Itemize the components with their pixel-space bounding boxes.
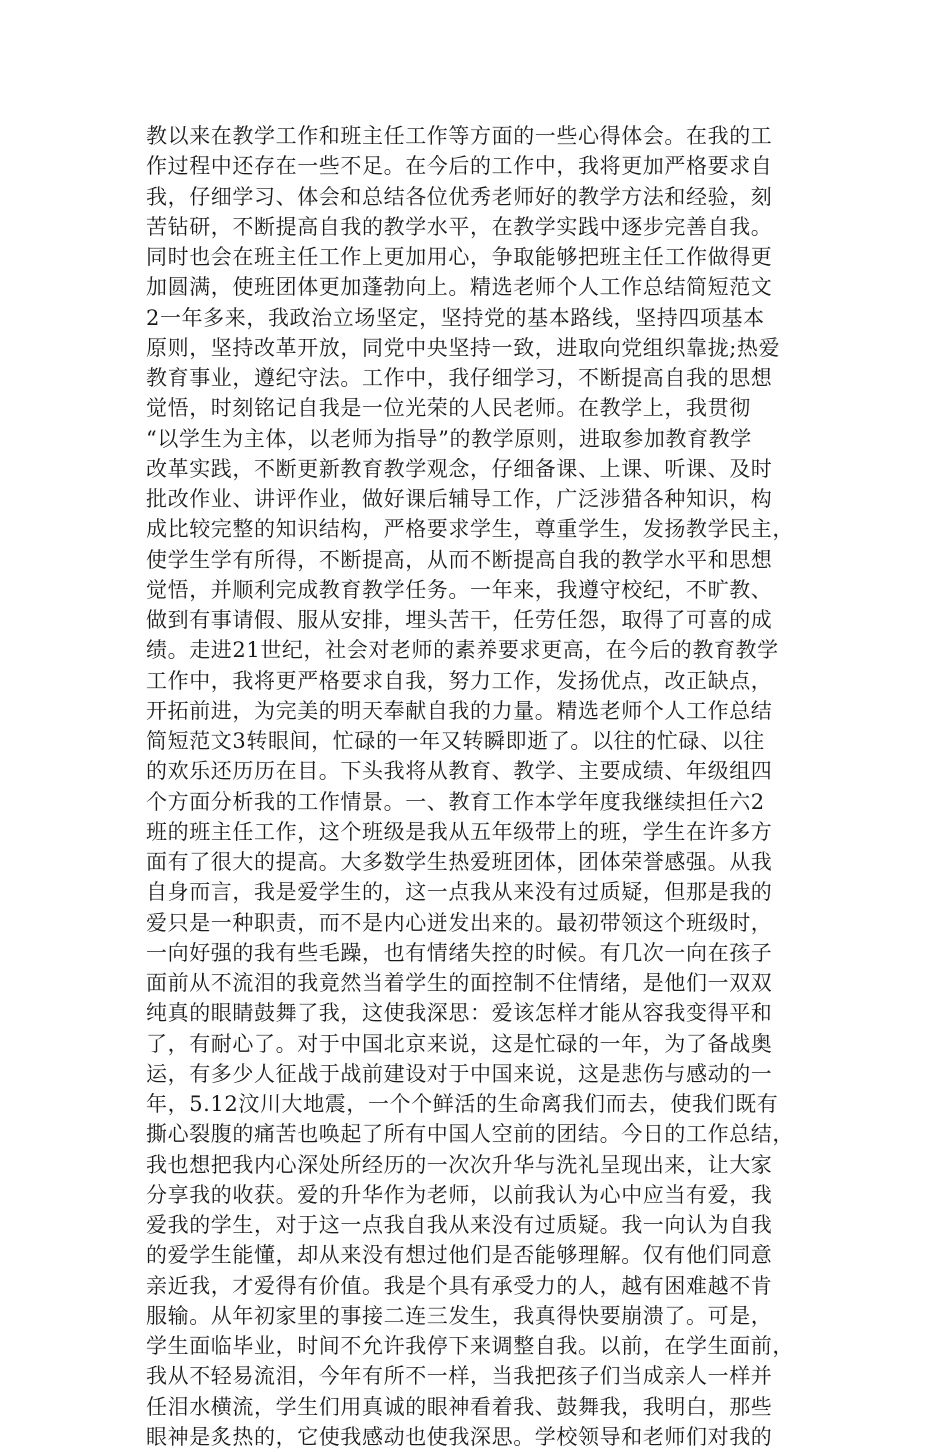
text-line: 我从不轻易流泪，今年有所不一样，当我把孩子们当成亲人一样并	[146, 1364, 773, 1389]
text-line: 眼神是炙热的，它使我感动也使我深思。学校领导和老师们对我的	[146, 1424, 773, 1449]
text-line: 了，有耐心了。对于中国北京来说，这是忙碌的一年，为了备战奥	[146, 1031, 773, 1056]
text-line: 改革实践，不断更新教育教学观念，仔细备课、上课、听课、及时	[146, 456, 773, 481]
text-line: 使学生学有所得，不断提高，从而不断提高自我的教学水平和思想	[146, 547, 773, 572]
text-line: 批改作业、讲评作业，做好课后辅导工作，广泛涉猎各种知识，构	[146, 487, 773, 511]
text-line: 原则，坚持改革开放，同党中央坚持一致，进取向党组织靠拢;热爱	[146, 335, 781, 360]
text-line: 开拓前进，为完美的明天奉献自我的力量。精选老师个人工作总结	[146, 698, 773, 723]
text-line: 亲近我，才爱得有价值。我是个具有承受力的人，越有困难越不肯	[146, 1273, 773, 1298]
text-line: 简短范文3转眼间，忙碌的一年又转瞬即逝了。以往的忙碌、以往	[146, 729, 765, 753]
text-line: 撕心裂腹的痛苦也唤起了所有中国人空前的团结。今日的工作总结，	[146, 1122, 794, 1147]
text-line: 绩。走进21世纪，社会对老师的素养要求更高，在今后的教育教学	[146, 638, 779, 663]
text-line: 服输。从年初家里的事接二连三发生，我真得快要崩溃了。可是，	[146, 1303, 773, 1328]
text-line: 纯真的眼睛鼓舞了我，这使我深思：爱该怎样才能从容我变得平和	[146, 1001, 773, 1026]
text-line: 教以来在教学工作和班主任工作等方面的一些心得体会。在我的工	[146, 124, 773, 148]
text-line: 觉悟，并顺利完成教育教学任务。一年来，我遵守校纪，不旷教、	[146, 577, 773, 602]
text-line: 个方面分析我的工作情景。一、教育工作本学年度我继续担任六2	[146, 789, 765, 814]
text-line: 自身而言，我是爱学生的，这一点我从来没有过质疑，但那是我的	[146, 880, 773, 905]
text-line: 成比较完整的知识结构，严格要求学生，尊重学生，发扬教学民主，	[146, 517, 794, 542]
text-line: 同时也会在班主任工作上更加用心，争取能够把班主任工作做得更	[146, 245, 773, 269]
text-line: 年，5.12汶川大地震，一个个鲜活的生命离我们而去，使我们既有	[146, 1092, 779, 1116]
text-line: 做到有事请假、服从安排，埋头苦干，任劳任怨，取得了可喜的成	[146, 608, 773, 632]
text-line: 的欢乐还历历在目。下头我将从教育、教学、主要成绩、年级组四	[146, 759, 773, 784]
text-line: 任泪水横流，学生们用真诚的眼神看着我、鼓舞我，我明白，那些	[146, 1394, 773, 1419]
text-line: 爱只是一种职责，而不是内心迸发出来的。最初带领这个班级时，	[146, 910, 773, 935]
text-line: 班的班主任工作，这个班级是我从五年级带上的班，学生在许多方	[146, 819, 773, 844]
text-line: 面有了很大的提高。大多数学生热爱班团体，团体荣誉感强。从我	[146, 850, 773, 874]
text-line: 2一年多来，我政治立场坚定，坚持党的基本路线，坚持四项基本	[146, 305, 765, 330]
text-line: 工作中，我将更严格要求自我，努力工作，发扬优点，改正缺点，	[146, 668, 773, 693]
body-text	[146, 121, 818, 1452]
text-line: 学生面临毕业，时间不允许我停下来调整自我。以前，在学生面前，	[146, 1334, 794, 1358]
text-line: 觉悟，时刻铭记自我是一位光荣的人民老师。在教学上，我贯彻	[146, 396, 751, 421]
text-line: 我也想把我内心深处所经历的一次次升华与洗礼呈现出来，让大家	[146, 1152, 773, 1177]
text-line: “以学生为主体，以老师为指导”的教学原则，进取参加教育教学	[146, 426, 752, 451]
text-line: 运，有多少人征战于战前建设对于中国来说，这是悲伤与感动的一	[146, 1061, 773, 1086]
text-line: 的爱学生能懂，却从来没有想过他们是否能够理解。仅有他们同意	[146, 1243, 773, 1268]
text-line: 我，仔细学习、体会和总结各位优秀老师好的教学方法和经验，刻	[146, 184, 773, 209]
text-line: 一向好强的我有些毛躁，也有情绪失控的时候。有几次一向在孩子	[146, 940, 773, 965]
text-line: 苦钻研，不断提高自我的教学水平，在教学实践中逐步完善自我。	[146, 214, 773, 239]
text-line: 教育事业，遵纪守法。工作中，我仔细学习，不断提高自我的思想	[146, 366, 773, 390]
text-line: 分享我的收获。爱的升华作为老师，以前我认为心中应当有爱，我	[146, 1182, 773, 1207]
text-line: 面前从不流泪的我竟然当着学生的面控制不住情绪，是他们一双双	[146, 971, 773, 995]
text-line: 作过程中还存在一些不足。在今后的工作中，我将更加严格要求自	[146, 154, 773, 179]
text-line: 加圆满，使班团体更加蓬勃向上。精选老师个人工作总结简短范文	[146, 275, 773, 300]
text-line: 爱我的学生，对于这一点我自我从来没有过质疑。我一向认为自我	[146, 1213, 773, 1237]
